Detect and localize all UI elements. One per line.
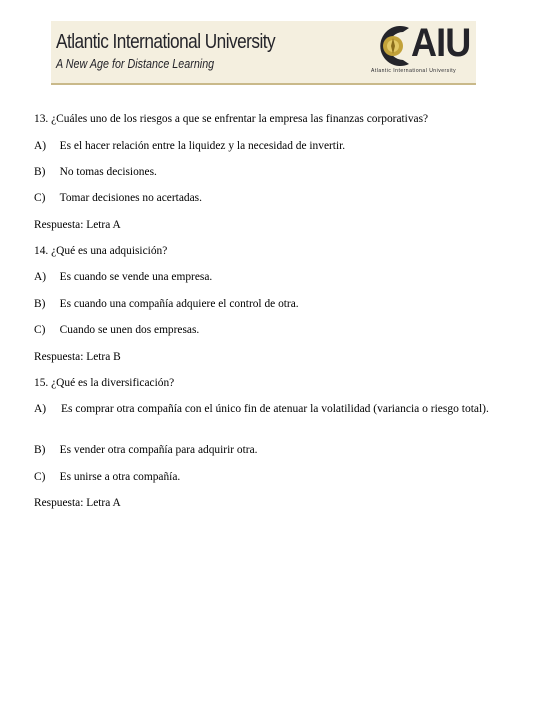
option-label: C) — [34, 190, 46, 204]
question-number: 13. — [34, 111, 49, 125]
option-label: A) — [34, 269, 47, 283]
option-text: Cuando se unen dos empresas. — [59, 322, 200, 336]
question-text: ¿Qué es una adquisición? — [51, 243, 168, 257]
question-number: 14. — [34, 243, 49, 257]
option-label: A) — [34, 403, 47, 415]
option-text: Es el hacer relación entre la liquidez y la necesidad de invertir. — [59, 138, 346, 152]
option-row — [34, 469, 180, 483]
option-row — [34, 190, 202, 204]
option-label: C) — [34, 322, 46, 336]
option-row — [34, 322, 199, 336]
option-label: C) — [34, 469, 46, 483]
logo-subtitle: Atlantic International University — [371, 68, 457, 74]
option-row — [34, 269, 212, 283]
option-row — [34, 164, 157, 178]
option-row — [34, 402, 526, 416]
option-text: Es comprar otra compañía con el único fin de atenuar la volatilidad (variancia o riesgo total). — [61, 403, 489, 415]
option-label: B) — [34, 296, 46, 310]
tagline: A New Age for Distance Learning — [56, 57, 215, 71]
option-row — [34, 442, 257, 456]
option-row — [34, 296, 299, 310]
answer-line: Respuesta: Letra A — [34, 495, 121, 509]
university-name: Atlantic International University — [56, 31, 276, 53]
header-banner — [51, 21, 476, 85]
logo-letters: AIU — [411, 21, 471, 65]
question-title — [34, 111, 428, 125]
option-text: Tomar decisiones no acertadas. — [59, 190, 202, 204]
question-title — [34, 375, 174, 389]
question-number: 15. — [34, 375, 49, 389]
question-text: ¿Cuáles uno de los riesgos a que se enfrentar la empresa las finanzas corporativas? — [51, 111, 429, 125]
question-text: ¿Qué es la diversificación? — [51, 375, 175, 389]
question-title — [34, 243, 167, 257]
answer-line: Respuesta: Letra A — [34, 217, 121, 231]
option-text: Es cuando una compañía adquiere el control de otra. — [59, 296, 299, 310]
answer-line: Respuesta: Letra B — [34, 349, 121, 363]
option-label: A) — [34, 138, 47, 152]
option-label: B) — [34, 164, 46, 178]
option-text: Es cuando se vende una empresa. — [59, 269, 213, 283]
aiu-emblem-icon — [369, 24, 415, 68]
option-text: Es vender otra compañía para adquirir otra. — [59, 442, 258, 456]
option-row — [34, 138, 345, 152]
option-label: B) — [34, 442, 46, 456]
option-text: Es unirse a otra compañía. — [59, 469, 181, 483]
option-text: No tomas decisiones. — [59, 164, 157, 178]
